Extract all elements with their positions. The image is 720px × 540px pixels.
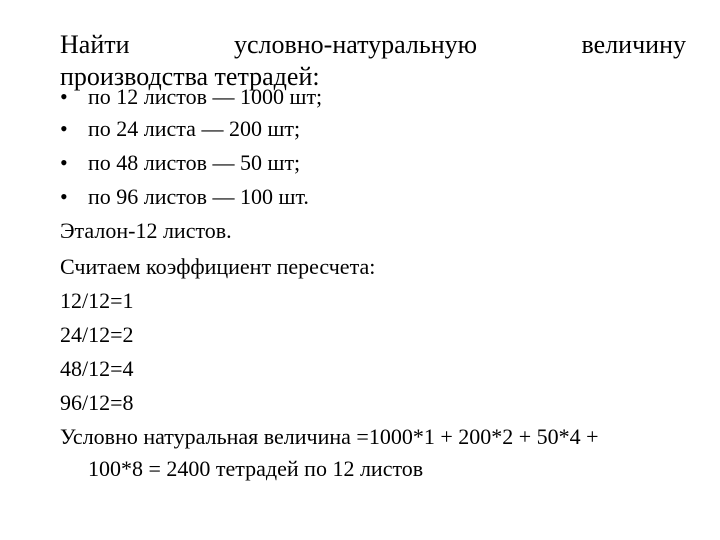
bullet-text: по 96 листов — 100 шт. [88,184,309,209]
standard-line: Эталон-12 листов. [60,218,232,243]
coefficient-line-4: 96/12=8 [60,390,134,415]
bullet-text: по 24 листа — 200 шт; [88,116,301,141]
title-word-2: условно-натуральную [233,30,478,59]
bullet-marker: • [60,184,68,209]
title-word-1: Найти [60,30,130,59]
coefficient-line-3: 48/12=4 [60,356,134,381]
bullet-marker: • [60,84,68,109]
bullet-text: по 12 листов — 1000 шт; [88,84,323,109]
coefficient-header: Считаем коэффициент пересчета: [60,254,376,279]
bullet-item-12 [60,84,322,110]
slide-title-line-1 [60,30,686,60]
result-line-2: 100*8 = 2400 тетрадей по 12 листов [88,456,424,481]
coefficient-line-2: 24/12=2 [60,322,134,347]
slide-title-line-2: производства тетрадей: [60,62,320,91]
coefficient-line-1: 12/12=1 [60,288,134,313]
bullet-item-24 [60,116,300,142]
bullet-marker: • [60,150,68,175]
bullet-text: по 48 листов — 50 шт; [88,150,301,175]
title-word-3: величину [581,30,686,59]
result-line-1: Условно натуральная величина =1000*1 + 200*2 + 50*4 + [60,424,599,449]
bullet-marker: • [60,116,68,141]
bullet-item-96 [60,184,309,210]
bullet-item-48 [60,150,300,176]
